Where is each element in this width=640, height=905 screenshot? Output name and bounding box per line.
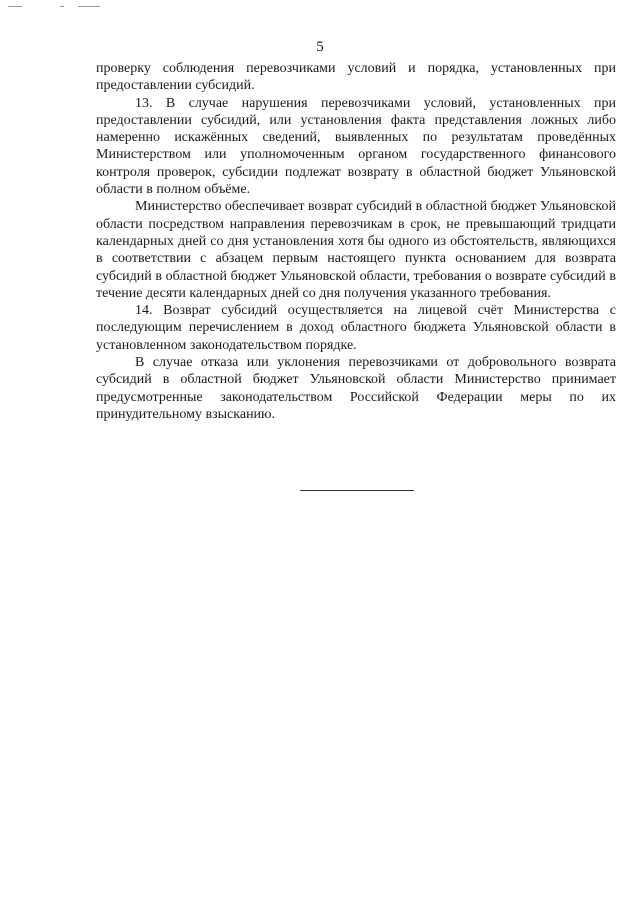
paragraph-item-13: 13. В случае нарушения перевозчиками условий, установленных при предоставлении субсидий, или установления факта представления ложных либо намеренно искажённых сведений, выявленных по результатам проведённых Министерством или уполномоченным органом государственного финансового контроля проверок, субсидии подлежат возврату в областной бюджет Ульяновской области в полном объёме.: [96, 95, 616, 198]
paragraph-item-14: 14. Возврат субсидий осуществляется на лицевой счёт Министерства с последующим перечислением в доход областного бюджета Ульяновской области в установленном законодательством порядке.: [96, 303, 616, 353]
scan-artifact: [0, 0, 110, 10]
paragraph-ministry-return: Министерство обеспечивает возврат субсидий в областной бюджет Ульяновской области посредством направления перевозчикам в срок, не превышающий тридцати календарных дней со дня установления хотя бы одного из обстоятельств, являющихся в соответствии с абзацем первым настоящего пункта основанием для возврата субсидий в областной бюджет Ульяновской области, требования о возврате субсидий в течение десяти календарных дней со дня получения указанного требования.: [96, 199, 616, 301]
paragraph-continuation: проверку соблюдения перевозчиками условий и порядка, установленных при предоставлении субсидий.: [96, 61, 616, 94]
document-body: [96, 60, 616, 423]
end-divider-line: [300, 490, 414, 491]
page-number: 5: [316, 39, 324, 55]
paragraph-refusal: В случае отказа или уклонения перевозчиками от добровольного возврата субсидий в областной бюджет Ульяновской области Министерство принимает предусмотренные законодательством Российской Федерации меры по их принудительному взысканию.: [96, 355, 616, 422]
